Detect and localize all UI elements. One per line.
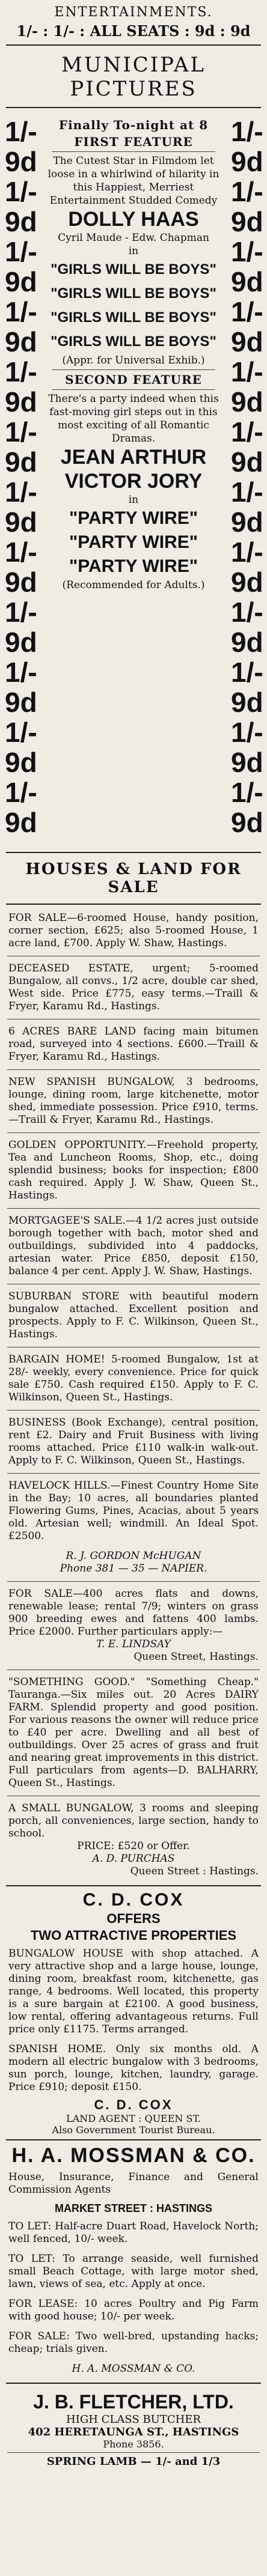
price-text: 1/-: [5, 717, 37, 748]
star-victor-jory: VICTOR JORY: [64, 470, 203, 493]
price-badge: [231, 177, 262, 237]
price-text: 9d: [231, 386, 263, 418]
cert-1: (Appr. for Universal Exhib.): [62, 354, 205, 366]
price-text: 9d: [231, 206, 263, 237]
price-text: 9d: [231, 146, 263, 177]
fletcher-name: J. B. FLETCHER, LTD.: [33, 2391, 234, 2413]
price-badge: [5, 117, 36, 177]
classified-ad: 6 ACRES BARE LAND facing main bitumen road, surveyed into 4 sections. £600.—Traill & Fryer, Karamu Rd., Hastings.: [8, 1025, 259, 1063]
price-badge: [231, 537, 262, 597]
price-text: 1/-: [231, 717, 263, 748]
cox-property-2: SPANISH HOME. Only six months old. A modern all electric bungalow with 3 bedrooms, sun porch, lounge, kitchen, laundry, garage. Price £910; deposit £150.: [8, 2043, 259, 2093]
cox-property-1: BUNGALOW HOUSE with shop attached. A very attractive shop and a large house, lounge, dining room, breakfast room, kitchenette, gas range, 4 bedrooms. Well located, this property is a sure bargain at £2100. A good business, low rental, offering advantageous returns. Full price only £1175. Terms arranged.: [8, 1948, 259, 2035]
price-text: 9d: [5, 446, 37, 478]
classified-ad: MORTGAGEE'S SALE.—4 1/2 acres just outside borough together with bach, motor shed and outbuildings, subdivided into 4 paddocks, artesian water. Price £850, deposit £150, balance 4 per cent. Apply J. W. Shaw, Hastings.: [8, 1215, 259, 1277]
price-badge: [231, 357, 262, 417]
municipal-pictures-heading: MUNICIPAL PICTURES: [61, 53, 206, 101]
second-feature-label: SECOND FEATURE: [65, 372, 202, 387]
cox-two: TWO ATTRACTIVE PROPERTIES: [30, 1928, 237, 1943]
price-badge: [5, 417, 36, 477]
mossman-name: H. A. MOSSMAN & CO.: [11, 2144, 256, 2167]
price-text: 1/-: [231, 176, 263, 207]
price-text: 9d: [5, 567, 37, 598]
price-text: 9d: [5, 206, 37, 237]
cox-sig: C. D. COX: [94, 2097, 173, 2112]
cinema-ad: [0, 112, 267, 848]
price-text: 9d: [5, 747, 37, 778]
price-badge: [231, 297, 262, 357]
in-label: in: [128, 494, 139, 506]
price-text: 9d: [5, 146, 37, 177]
price-text: 1/-: [231, 236, 263, 267]
supporting-cast: Cyril Maude - Edw. Chapman: [58, 232, 209, 244]
cox-sig2: LAND AGENT : QUEEN ST.: [66, 2113, 201, 2124]
price-text: 9d: [231, 326, 263, 357]
price-text: 1/-: [231, 597, 263, 628]
mossman-address: MARKET STREET : HASTINGS: [54, 2202, 212, 2214]
mossman-sub: House, Insurance, Finance and General Commission Agents: [8, 2171, 259, 2196]
price-text: 1/-: [5, 597, 37, 628]
classified-ad: BARGAIN HOME! 5-roomed Bungalow, 1st at 28/- weekly, every convenience. Price for quick sale £750. Cash required £150. Apply to F. C. Wilkinson, Queen St., Hastings.: [8, 1353, 259, 1403]
price-badge: [5, 357, 36, 417]
price-badge: [5, 657, 36, 717]
price-text: 1/-: [231, 657, 263, 688]
cert-2: (Recommended for Adults.): [62, 579, 205, 591]
price-text: 1/-: [5, 476, 37, 508]
price-text: 1/-: [5, 416, 37, 448]
price-badge: [5, 237, 36, 297]
mossman-item: TO LET: Half-acre Duart Road, Havelock North; well fenced, 10/- week.: [8, 2220, 259, 2245]
price-text: 9d: [231, 567, 263, 598]
classified-ad: NEW SPANISH BUNGALOW, 3 bedrooms, lounge, dining room, large kitchenette, motor shed, immediate possession. Price £910, terms.—Traill & Fryer, Karamu Rd., Hastings.: [8, 1076, 259, 1126]
price-text: 9d: [231, 266, 263, 297]
title-girls-will-be-boys: "GIRLS WILL BE BOYS": [51, 285, 216, 302]
price-text: 1/-: [231, 116, 263, 147]
fletcher-l1: HIGH CLASS BUTCHER: [66, 2413, 201, 2426]
entertainments-heading: ENTERTAINMENTS.: [54, 5, 213, 20]
classified-ad: FOR SALE—400 acres flats and downs, renewable lease; rental 7/9; winters on grass 900 breeding ewes and fattens 400 lambs. Price £2000. Further particulars apply:— T. E. LINDSAY Queen Street, Hastings.: [8, 1588, 259, 1663]
price-text: 9d: [5, 506, 37, 538]
classified-ad: GOLDEN OPPORTUNITY.—Freehold property, Tea and Luncheon Rooms, Shop, etc., doing splendid business; books for inspection; £800 cash required. Apply J. W. Shaw, Queen St., Hastings.: [8, 1139, 259, 1201]
divider: [6, 44, 261, 46]
price-text: 1/-: [5, 236, 37, 267]
divider: [6, 107, 261, 108]
classified-ad: FOR SALE—6-roomed House, handy position, corner section, £625; also 5-roomed House, 1 acre land, £700. Apply W. Shaw, Hastings.: [8, 912, 259, 949]
price-badge: [5, 717, 36, 777]
mossman-item: TO LET: To arrange seaside, well furnished small Beach Cottage, with large motor shed, lawn, views of sea, etc. Apply at once.: [8, 2253, 259, 2290]
price-text: 9d: [5, 326, 37, 357]
price-badge: [5, 537, 36, 597]
price-text: 1/-: [231, 777, 263, 808]
star-jean-arthur: JEAN ARTHUR: [60, 446, 207, 469]
price-text: 9d: [5, 807, 37, 838]
prices-line: 1/- : 1/- : ALL SEATS : 9d : 9d: [16, 22, 251, 40]
classified-ad: DECEASED ESTATE, urgent; 5-roomed Bungalow, all convs., 1/2 acre, double car shed, West side. Price £775, easy terms.—Traill & Fryer, Karamu Rd., Hastings.: [8, 962, 259, 1012]
price-badge: [5, 177, 36, 237]
price-badge: [231, 597, 262, 657]
title-party-wire: "PARTY WIRE": [69, 508, 198, 528]
price-text: 1/-: [231, 296, 263, 327]
price-text: 9d: [231, 506, 263, 538]
fletcher-l4: SPRING LAMB — 1/- and 1/3: [46, 2455, 221, 2468]
houses-land-heading: HOUSES & LAND FOR SALE: [25, 860, 242, 896]
mossman-item: FOR SALE: Two well-bred, upstanding hacks; cheap; trials given.: [8, 2330, 259, 2355]
classified-ad: A SMALL BUNGALOW, 3 rooms and sleeping porch, all conveniences, large section, handy to school. PRICE: £520 or Offer. A. D. PURCHAS Queen Street : Hastings.: [8, 1802, 259, 1877]
classified-ad: BUSINESS (Book Exchange), central position, rent £2. Dairy and Fruit Business with living rooms attached. Price £110 walk-in walk-out. Apply to F. C. Wilkinson, Queen St., Hastings.: [8, 1417, 259, 1466]
price-text: 1/-: [5, 356, 37, 387]
title-party-wire: "PARTY WIRE": [69, 532, 198, 552]
price-text: 1/-: [231, 416, 263, 448]
mossman-sig: H. A. MOSSMAN & CO.: [72, 2363, 195, 2375]
price-badge: [231, 477, 262, 537]
price-badge: [231, 717, 262, 777]
left-price-column: [5, 117, 36, 837]
price-text: 9d: [5, 627, 37, 658]
price-badge: [231, 777, 262, 837]
price-badge: [5, 477, 36, 537]
classified-ad: SUBURBAN STORE with beautiful modern bungalow attached. Excellent position and prospects. Apply to F. C. Wilkinson, Queen St., Hastings.: [8, 1290, 259, 1340]
right-price-column: [231, 117, 262, 837]
price-text: 9d: [231, 627, 263, 658]
mossman-item: FOR LEASE: 10 acres Poultry and Pig Farm with good house; 10/- per week.: [8, 2298, 259, 2322]
second-feature-desc: There's a party indeed when this fast-moving girl steps out in this most exciting of all Romantic Dramas.: [48, 393, 219, 445]
price-text: 1/-: [231, 476, 263, 508]
cinema-program: [44, 118, 222, 592]
price-badge: [231, 117, 262, 177]
classified-ad: "SOMETHING GOOD." "Something Cheap." Tauranga.—Six miles out. 20 Acres DAIRY FARM. Splendid property and good position. For various reasons the owner will reduce price to £40 per acre. Dwelling and all best of outbuildings. Over 25 acres of grass and fruit and nearing great improvements in this district. Full particulars from agents—D. BALHARRY, Queen St., Hastings.: [8, 1676, 259, 1789]
price-text: 1/-: [231, 356, 263, 387]
title-girls-will-be-boys: "GIRLS WILL BE BOYS": [51, 261, 216, 278]
price-text: 9d: [231, 747, 263, 778]
price-text: 9d: [231, 446, 263, 478]
price-badge: [5, 777, 36, 837]
price-text: 9d: [231, 807, 263, 838]
price-text: 9d: [5, 266, 37, 297]
price-text: 1/-: [5, 176, 37, 207]
finally-line: Finally To-night at 8: [58, 118, 209, 132]
title-girls-will-be-boys: "GIRLS WILL BE BOYS": [51, 333, 216, 350]
title-girls-will-be-boys: "GIRLS WILL BE BOYS": [51, 309, 216, 326]
price-text: 9d: [5, 687, 37, 718]
price-text: 1/-: [231, 536, 263, 568]
in-label: in: [128, 245, 139, 257]
first-feature-desc: The Cutest Star in Filmdom let loose in a whirlwind of hilarity in this Happiest, Merriest Entertainment Studded Comedy: [48, 155, 219, 207]
price-text: 9d: [5, 386, 37, 418]
fletcher-l2: 402 HERETAUNGA ST., HASTINGS: [28, 2426, 239, 2438]
star-dolly-haas: DOLLY HAAS: [68, 208, 199, 231]
price-text: 1/-: [5, 116, 37, 147]
price-text: 1/-: [5, 777, 37, 808]
classified-ad: HAVELOCK HILLS.—Finest Country Home Site in the Bay; 10 acres, all boundaries planted Flowering Gums, Pines, Acacias, about 5 years old. Artesian well; windmill. An Ideal Spot. £2500.: [8, 1480, 259, 1542]
fletcher-l3: Phone 3856.: [103, 2438, 164, 2450]
first-feature-label: FIRST FEATURE: [74, 135, 193, 149]
price-text: 1/-: [5, 657, 37, 688]
price-badge: [231, 657, 262, 717]
price-text: 1/-: [5, 536, 37, 568]
price-badge: [5, 297, 36, 357]
cox-sig3: Also Government Tourist Bureau.: [52, 2124, 215, 2136]
cox-name: C. D. COX: [82, 1890, 185, 1910]
price-badge: [231, 237, 262, 297]
title-party-wire: "PARTY WIRE": [69, 556, 198, 576]
price-badge: [231, 417, 262, 477]
price-text: 9d: [231, 687, 263, 718]
ad-signature: R. J. GORDON McHUGAN Phone 381 — 35 — NAPIER.: [60, 1550, 207, 1575]
cox-offers: OFFERS: [106, 1911, 161, 1926]
price-badge: [5, 597, 36, 657]
price-text: 1/-: [5, 296, 37, 327]
